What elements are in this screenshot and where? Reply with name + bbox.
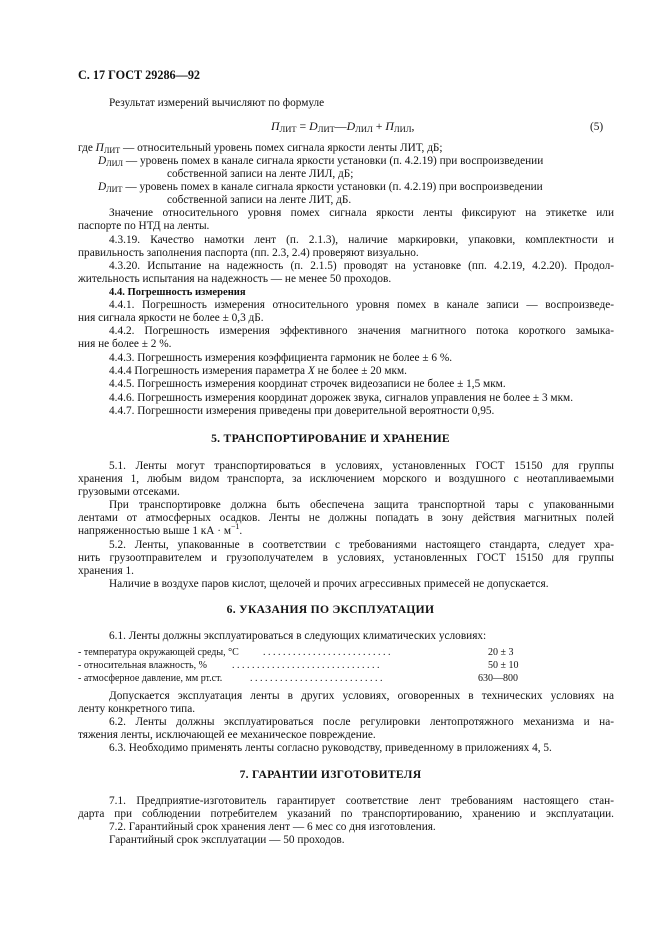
paragraph-line: ленту конкретного типа. [78, 703, 196, 715]
section-title-6: 6. УКАЗАНИЯ ПО ЭКСПЛУАТАЦИИ [226, 603, 435, 616]
paragraph-line: 4.3.19. Качество намотки лент (п. 2.1.3), наличие маркировки, упаковки, комплектности и [109, 234, 614, 246]
condition-label: - атмосферное давление, мм рт.ст. [78, 673, 223, 684]
paragraph-line: напряженностью выше 1 кА · $м^{-1}$. [78, 522, 243, 537]
section-title-7: 7. ГАРАНТИИ ИЗГОТОВИТЕЛЯ [239, 768, 422, 781]
paragraph-line: Наличие в воздухе паров кислот, щелочей и прочих агрессивных примесей не допускается. [109, 578, 549, 590]
page-header: С. 17 ГОСТ 29286—92 [78, 68, 201, 82]
paragraph-line: 4.4.2. Погрешность измерения эффективного значения магнитного потока короткого замыка- [109, 325, 614, 337]
where-line: $D_{ЛИЛ}$ — уровень помех в канале сигнала яркости установки (п. 4.2.19) при воспроизведении [98, 155, 544, 168]
paragraph-line: хранения 1. [78, 565, 134, 577]
paragraph-line: тяжения ленты, исключающей ее механическое повреждение. [78, 729, 376, 741]
paragraph-line: паспорте по НТД на ленты. [78, 220, 210, 232]
paragraph-line: 4.3.20. Испытание на надежность (п. 2.1.5) проводят на установке (пп. 4.2.19, 4.2.20). Продол- [109, 260, 614, 272]
where-line: собственной записи на ленте ЛИТ, дБ. [167, 194, 352, 206]
paragraph-line: 4.4.6. Погрешность измерения координат дорожек звука, сигналов управления не более ± 3 мкм. [109, 392, 574, 404]
paragraph-line: 4.4.3. Погрешность измерения коэффициента гармоник не более ± 6 %. [109, 352, 453, 364]
paragraph-line: При транспортировке должна быть обеспечена защита транспортной тары с упакованными [109, 499, 614, 511]
paragraph-line: ния сигнала яркости не более ± 0,3 дБ. [78, 312, 264, 324]
section-title-5: 5. ТРАНСПОРТИРОВАНИЕ И ХРАНЕНИЕ [211, 432, 450, 445]
condition-dots: . . . . . . . . . . . . . . . . . . . . . . . . . . . . . . [232, 660, 380, 671]
paragraph-line: правильность заполнения паспорта (пп. 2.3, 2.4) проверяют визуально. [78, 247, 419, 259]
paragraph-line: ния не более ± 2 %. [78, 338, 172, 350]
condition-label: - относительная влажность, % [78, 660, 207, 671]
paragraph-line: хранения 1, любым видом транспорта, за исключением морского и воздушного с неотапливаемыми [78, 473, 614, 485]
paragraph-line: жительность испытания на надежность — не менее 50 проходов. [78, 273, 392, 285]
paragraph-line: 5.2. Ленты, упакованные в соответствии с требованиями настоящего стандарта, следует хра- [109, 539, 614, 551]
where-line: $D_{ЛИТ}$ — уровень помех в канале сигнала яркости установки (п. 4.2.19) при воспроизведении [98, 181, 543, 194]
paragraph-line: лентами от атмосферных осадков. Ленты не должны попадать в зону действия магнитных полей [78, 512, 614, 524]
paragraph-line: Значение относительного уровня помех сигнала яркости ленты фиксируют на этикетке или [109, 207, 614, 219]
formula-5: $П_{ЛИТ}$ = $D_{ЛИТ}—D_{ЛИЛ} + П_{ЛИЛ}$, [271, 119, 415, 134]
paragraph-line: 4.4.1. Погрешность измерения относительного уровня помех в канале записи — воспроизведе- [109, 299, 614, 311]
paragraph-line: Гарантийный срок эксплуатации — 50 проходов. [109, 834, 345, 846]
where-line: собственной записи на ленте ЛИЛ, дБ; [167, 168, 354, 180]
condition-dots: . . . . . . . . . . . . . . . . . . . . . . . . . . [263, 647, 391, 658]
where-line: где $П_{ЛИТ}$ — относительный уровень помех сигнала яркости ленты ЛИТ, дБ; [78, 142, 443, 155]
condition-value: 50 ± 10 [488, 660, 519, 671]
paragraph-line: 7.1. Предприятие-изготовитель гарантирует соответствие лент требованиям настоящего стан- [109, 795, 614, 807]
condition-label: - температура окружающей среды, °С [78, 647, 239, 658]
paragraph-line: грузовыми отсеками. [78, 486, 180, 498]
paragraph-line: 6.3. Необходимо применять ленты согласно руководству, приведенному в приложениях 4, 5. [109, 742, 552, 754]
formula-number: (5) [590, 121, 604, 133]
condition-value: 630—800 [478, 673, 518, 684]
paragraph-line: 6.2. Ленты должны эксплуатироваться после регулировки лентопротяжного механизма и на- [109, 716, 614, 728]
section-heading-4-4: 4.4. Погрешность измерения [109, 287, 246, 298]
paragraph-line: 7.2. Гарантийный срок хранения лент — 6 мес со дня изготовления. [109, 821, 436, 833]
paragraph-line: 4.4.7. Погрешности измерения приведены при доверительной вероятности 0,95. [109, 405, 495, 417]
paragraph-line: 6.1. Ленты должны эксплуатироваться в следующих климатических условиях: [109, 630, 487, 642]
paragraph-line: Результат измерений вычисляют по формуле [109, 97, 325, 109]
paragraph-line: Допускается эксплуатация ленты в других условиях, оговоренных в технических условиях на [109, 690, 614, 702]
condition-dots: . . . . . . . . . . . . . . . . . . . . . . . . . . . [250, 673, 383, 684]
paragraph-line: 5.1. Ленты могут транспортироваться в условиях, установленных ГОСТ 15150 для группы [109, 460, 614, 472]
condition-value: 20 ± 3 [488, 647, 514, 658]
paragraph-line: дарта при соблюдении потребителем указаний по транспортированию, хранению и эксплуатации. [78, 808, 614, 820]
paragraph-line: нить грузоотправителем и грузополучателем в условиях, установленных ГОСТ 15150 для группы [78, 552, 614, 564]
paragraph-line: 4.4.5. Погрешность измерения координат строчек видеозаписи не более ± 1,5 мкм. [109, 378, 506, 390]
paragraph-line: 4.4.4 Погрешность измерения параметра X не более ± 20 мкм. [109, 365, 407, 377]
